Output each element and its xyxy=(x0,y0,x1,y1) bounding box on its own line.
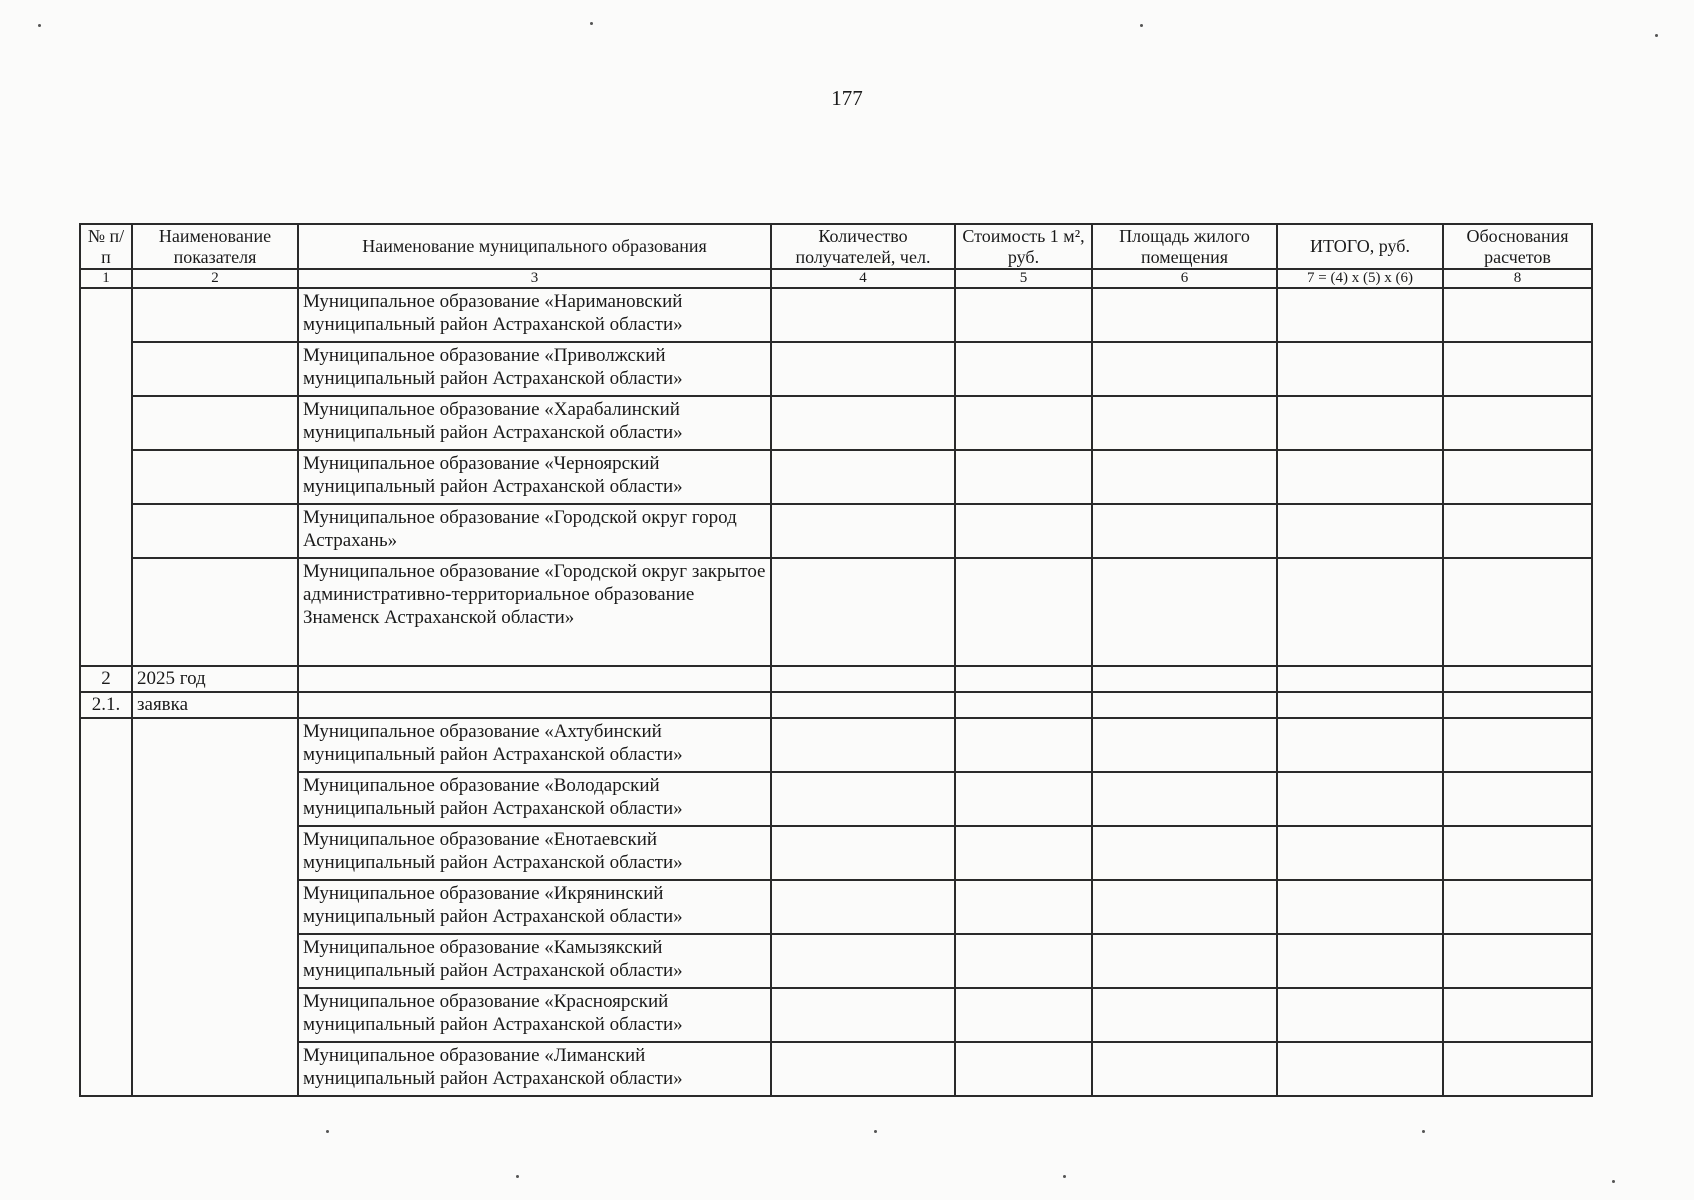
index-cell: 1 xyxy=(80,269,132,288)
cost-cell xyxy=(955,718,1092,772)
municipality-cell: Муниципальное образование «Лиманский муниципальный район Астраханской области» xyxy=(298,1042,771,1096)
index-cell: 3 xyxy=(298,269,771,288)
indicator-table xyxy=(79,223,1593,1097)
total-cell xyxy=(1277,504,1443,558)
scan-speck xyxy=(1140,24,1143,27)
header-justification: Обоснования расчетов xyxy=(1443,224,1592,269)
page-number: 177 xyxy=(831,86,863,110)
area-cell xyxy=(1092,504,1277,558)
total-cell xyxy=(1277,1042,1443,1096)
area-cell xyxy=(1092,934,1277,988)
justification-cell xyxy=(1443,826,1592,880)
justification-cell xyxy=(1443,396,1592,450)
indicator-cell xyxy=(132,718,298,1096)
scan-speck xyxy=(326,1130,329,1133)
total-cell xyxy=(1277,880,1443,934)
justification-cell xyxy=(1443,288,1592,342)
header-indicator: Наименование показателя xyxy=(132,224,298,269)
indicator-cell xyxy=(132,288,298,342)
header-num: № п/п xyxy=(80,224,132,269)
recipients-cell xyxy=(771,396,955,450)
index-cell: 2 xyxy=(132,269,298,288)
total-cell xyxy=(1277,450,1443,504)
table-row xyxy=(80,450,1592,504)
municipality-cell xyxy=(298,692,771,718)
total-cell xyxy=(1277,718,1443,772)
cost-cell xyxy=(955,288,1092,342)
total-cell xyxy=(1277,772,1443,826)
justification-cell xyxy=(1443,880,1592,934)
table-row xyxy=(80,288,1592,342)
area-cell xyxy=(1092,450,1277,504)
indicator-cell xyxy=(132,396,298,450)
section-row-2025 xyxy=(80,666,1592,692)
table-row xyxy=(80,504,1592,558)
municipality-cell: Муниципальное образование «Камызякский муниципальный район Астраханской области» xyxy=(298,934,771,988)
recipients-cell xyxy=(771,450,955,504)
total-cell xyxy=(1277,288,1443,342)
table-row xyxy=(80,342,1592,396)
header-recipients: Количество получателей, чел. xyxy=(771,224,955,269)
index-cell: 4 xyxy=(771,269,955,288)
recipients-cell xyxy=(771,342,955,396)
municipality-cell: Муниципальное образование «Володарский муниципальный район Астраханской области» xyxy=(298,772,771,826)
index-cell: 7 = (4) x (5) x (6) xyxy=(1277,269,1443,288)
recipients-cell xyxy=(771,934,955,988)
cost-cell xyxy=(955,826,1092,880)
municipality-cell: Муниципальное образование «Икрянинский муниципальный район Астраханской области» xyxy=(298,880,771,934)
area-cell xyxy=(1092,826,1277,880)
recipients-cell xyxy=(771,988,955,1042)
header-municipality: Наименование муниципального образования xyxy=(298,224,771,269)
indicator-cell xyxy=(132,450,298,504)
cost-cell xyxy=(955,504,1092,558)
column-index-row xyxy=(80,269,1592,288)
cost-cell xyxy=(955,342,1092,396)
justification-cell xyxy=(1443,558,1592,666)
table-row xyxy=(80,558,1592,666)
scan-speck xyxy=(1063,1175,1066,1178)
table-row xyxy=(80,396,1592,450)
scan-speck xyxy=(1422,1130,1425,1133)
section-row-request xyxy=(80,692,1592,718)
indicator-cell xyxy=(132,558,298,666)
scan-speck xyxy=(516,1175,519,1178)
index-cell: 8 xyxy=(1443,269,1592,288)
recipients-cell xyxy=(771,772,955,826)
table-row xyxy=(80,826,1592,880)
area-cell xyxy=(1092,718,1277,772)
justification-cell xyxy=(1443,450,1592,504)
table-row xyxy=(80,988,1592,1042)
municipality-cell: Муниципальное образование «Черноярский муниципальный район Астраханской области» xyxy=(298,450,771,504)
area-cell xyxy=(1092,666,1277,692)
section-num: 2 xyxy=(80,666,132,692)
recipients-cell xyxy=(771,718,955,772)
total-cell xyxy=(1277,396,1443,450)
num-cell xyxy=(80,718,132,1096)
area-cell xyxy=(1092,558,1277,666)
municipality-cell: Муниципальное образование «Красноярский муниципальный район Астраханской области» xyxy=(298,988,771,1042)
header-cost-per-m2: Стоимость 1 м², руб. xyxy=(955,224,1092,269)
cost-cell xyxy=(955,988,1092,1042)
cost-cell xyxy=(955,666,1092,692)
section-label: 2025 год xyxy=(132,666,298,692)
recipients-cell xyxy=(771,666,955,692)
indicator-cell xyxy=(132,504,298,558)
index-cell: 6 xyxy=(1092,269,1277,288)
indicator-cell xyxy=(132,342,298,396)
justification-cell xyxy=(1443,342,1592,396)
area-cell xyxy=(1092,692,1277,718)
total-cell xyxy=(1277,692,1443,718)
cost-cell xyxy=(955,450,1092,504)
cost-cell xyxy=(955,692,1092,718)
area-cell xyxy=(1092,396,1277,450)
header-total: ИТОГО, руб. xyxy=(1277,224,1443,269)
total-cell xyxy=(1277,934,1443,988)
municipality-cell: Муниципальное образование «Приволжский муниципальный район Астраханской области» xyxy=(298,342,771,396)
municipality-cell: Муниципальное образование «Городской округ закрытое административно-территориальное образование Знаменск Астраханской области» xyxy=(298,558,771,666)
cost-cell xyxy=(955,934,1092,988)
header-row xyxy=(80,224,1592,269)
cost-cell xyxy=(955,880,1092,934)
table-row xyxy=(80,718,1592,772)
section-num: 2.1. xyxy=(80,692,132,718)
scan-speck xyxy=(1655,34,1658,37)
justification-cell xyxy=(1443,988,1592,1042)
area-cell xyxy=(1092,342,1277,396)
justification-cell xyxy=(1443,934,1592,988)
scan-speck xyxy=(1612,1180,1615,1183)
area-cell xyxy=(1092,772,1277,826)
recipients-cell xyxy=(771,692,955,718)
municipality-cell: Муниципальное образование «Городской округ город Астрахань» xyxy=(298,504,771,558)
index-cell: 5 xyxy=(955,269,1092,288)
total-cell xyxy=(1277,558,1443,666)
municipality-cell: Муниципальное образование «Ахтубинский муниципальный район Астраханской области» xyxy=(298,718,771,772)
scan-speck xyxy=(38,24,41,27)
recipients-cell xyxy=(771,558,955,666)
justification-cell xyxy=(1443,772,1592,826)
header-area: Площадь жилого помещения xyxy=(1092,224,1277,269)
recipients-cell xyxy=(771,880,955,934)
section-label: заявка xyxy=(132,692,298,718)
justification-cell xyxy=(1443,666,1592,692)
total-cell xyxy=(1277,666,1443,692)
area-cell xyxy=(1092,1042,1277,1096)
scan-speck xyxy=(590,22,593,25)
recipients-cell xyxy=(771,288,955,342)
justification-cell xyxy=(1443,692,1592,718)
recipients-cell xyxy=(771,826,955,880)
municipality-cell: Муниципальное образование «Харабалинский муниципальный район Астраханской области» xyxy=(298,396,771,450)
cost-cell xyxy=(955,558,1092,666)
table-row xyxy=(80,934,1592,988)
recipients-cell xyxy=(771,1042,955,1096)
municipality-cell: Муниципальное образование «Енотаевский муниципальный район Астраханской области» xyxy=(298,826,771,880)
justification-cell xyxy=(1443,504,1592,558)
scan-speck xyxy=(874,1130,877,1133)
table-row xyxy=(80,880,1592,934)
total-cell xyxy=(1277,826,1443,880)
cost-cell xyxy=(955,396,1092,450)
cost-cell xyxy=(955,772,1092,826)
municipality-cell: Муниципальное образование «Наримановский муниципальный район Астраханской области» xyxy=(298,288,771,342)
area-cell xyxy=(1092,880,1277,934)
table-row xyxy=(80,1042,1592,1096)
cost-cell xyxy=(955,1042,1092,1096)
justification-cell xyxy=(1443,1042,1592,1096)
table-row xyxy=(80,772,1592,826)
area-cell xyxy=(1092,288,1277,342)
total-cell xyxy=(1277,342,1443,396)
justification-cell xyxy=(1443,718,1592,772)
total-cell xyxy=(1277,988,1443,1042)
area-cell xyxy=(1092,988,1277,1042)
recipients-cell xyxy=(771,504,955,558)
num-cell xyxy=(80,288,132,666)
municipality-cell xyxy=(298,666,771,692)
